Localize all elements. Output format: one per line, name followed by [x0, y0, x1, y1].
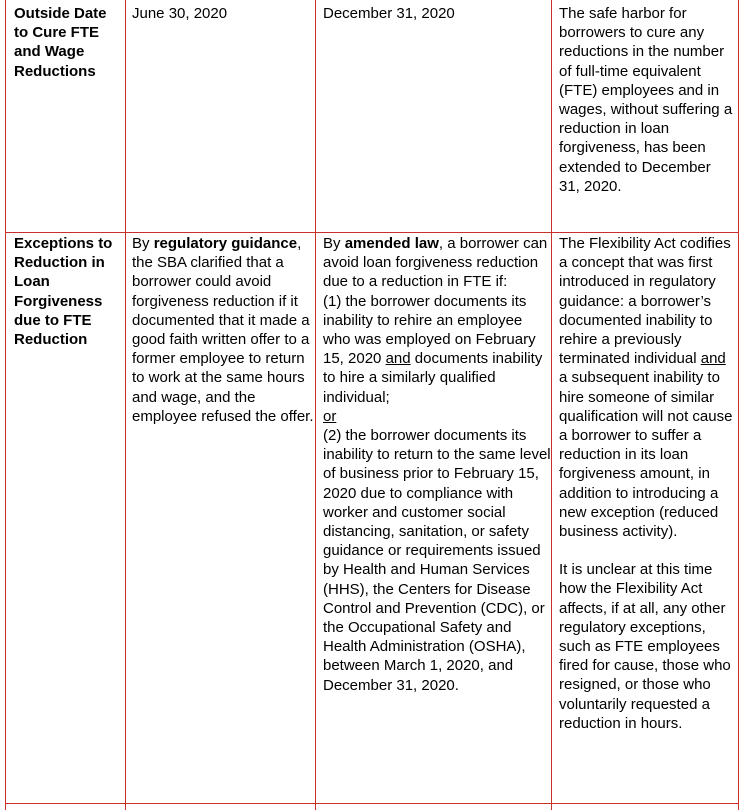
regulatory-guidance-emphasis: regulatory guidance — [153, 235, 298, 252]
amended-law-emphasis: amended law — [344, 235, 439, 252]
column-divider-2 — [315, 0, 316, 810]
table-border-left — [5, 0, 6, 810]
or-underline: or — [323, 407, 337, 425]
row-1-commentary: The safe harbor for borrowers to cure any reductions in the number of full-time equivalent (FTE) employees and in wages, without suffering a reduction in loan forgiveness, has been extended to December 31, 2020. — [559, 5, 733, 195]
row-1-regulatory-guidance: June 30, 2020 — [132, 5, 228, 22]
row-divider-2 — [5, 803, 739, 804]
paragraph-gap — [559, 541, 735, 560]
column-divider-1 — [125, 0, 126, 810]
column-divider-3 — [551, 0, 552, 810]
row-2-regulatory-guidance: By regulatory guidance, the SBA clarified that a borrower could avoid forgiveness reduction if it documented that it made a good faith written offer to a former employee to return to work at the same hours and wage, and the employee refused the offer. — [132, 235, 314, 425]
row-2-heading: Exceptions to Reduction in Loan Forgiveness due to FTE Reduction — [14, 235, 113, 349]
row-1-heading: Outside Date to Cure FTE and Wage Reductions — [14, 5, 107, 80]
row-1-amended-law: December 31, 2020 — [323, 5, 455, 22]
table-border-right — [738, 0, 739, 810]
commentary-paragraph-1: The Flexibility Act codifies a concept that was first introduced in regulatory guidance: a borrower’s documented inability to rehire a previously terminated individual and a subsequent inability to hire someone of similar qualification will not cause a borrower to suffer a reduction in its loan forgiveness amount, in addition to introducing a new exception (reduced business activity). — [559, 235, 733, 541]
commentary-paragraph-2: It is unclear at this time how the Flexibility Act affects, if at all, any other regulatory exceptions, such as FTE employees fired for cause, those who resigned, or those who voluntarily requested a reduction in hours. — [559, 561, 731, 732]
row-2-commentary — [559, 234, 735, 733]
and-underline: and — [385, 350, 411, 368]
row-2-amended-law: By amended law, a borrower can avoid loan forgiveness reduction due to a reduction in FTE if: (1) the borrower documents its inability to rehire an employee who was employed on February 15, 2020 and documents inability to hire a similarly qualified individual; or (2) the borrower documents its inability to return to the same level of business prior to February 15, 2020 due to compliance with worker and customer social distancing, sanitation, or safety guidance or requirements issued by Health and Human Services (HHS), the Centers for Disease Control and Prevention (CDC), or the Occupational Safety and Health Administration (OSHA), between March 1, 2020, and December 31, 2020. — [323, 235, 551, 694]
and-underline-commentary: and — [700, 350, 726, 368]
row-divider-1 — [5, 232, 739, 233]
